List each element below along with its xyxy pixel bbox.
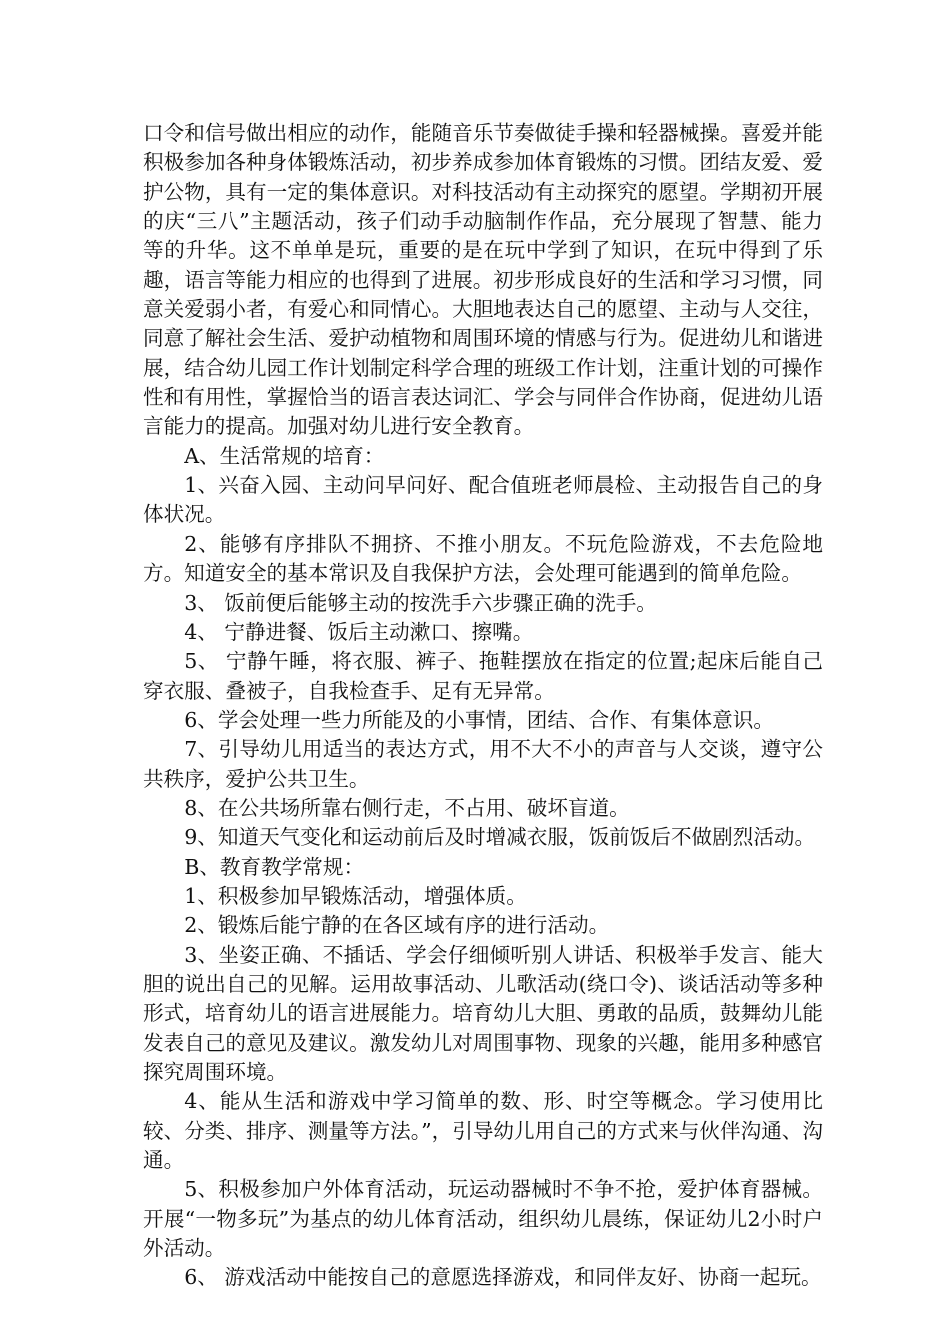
list-item-a5: 5、 宁静午睡，将衣服、裤子、拖鞋摆放在指定的位置;起床后能自己穿衣服、叠被子，自我检查手、足有无异常。 xyxy=(143,649,823,703)
list-item-a4: 4、 宁静进餐、饭后主动漱口、擦嘴。 xyxy=(184,619,534,644)
paragraph-intro: 口令和信号做出相应的动作，能随音乐节奏做徒手操和轻器械操。喜爱并能积极参加各种身体锻炼活动，初步养成参加体育锻炼的习惯。团结友爱、爱护公物，具有一定的集体意识。对科技活动有主动探究的愿望。学期初开展的庆“三八”主题活动，孩子们动手动脑制作作品，充分展现了智慧、能力等的升华。这不单单是玩，重要的是在玩中学到了知识，在玩中得到了乐趣，语言等能力相应的也得到了进展。初步形成良好的生活和学习习惯，同意关爱弱小者，有爱心和同情心。大胆地表达自己的愿望、主动与人交往，同意了解社会生活、爱护动植物和周围环境的情感与行为。促进幼儿和谐进展，结合幼儿园工作计划制定科学合理的班级工作计划，注重计划的可操作性和有用性，掌握恰当的语言表达词汇、学会与同伴合作协商，促进幼儿语言能力的提高。加强对幼儿进行安全教育。 xyxy=(143,121,823,439)
list-item-b5: 5、积极参加户外体育活动，玩运动器械时不争不抢，爱护体育器械。开展“一物多玩”为基点的幼儿体育活动，组织幼儿晨练，保证幼儿2小时户外活动。 xyxy=(143,1177,823,1261)
list-item-b3: 3、坐姿正确、不插话、学会仔细倾听别人讲话、积极举手发言、能大胆的说出自己的见解。运用故事活动、儿歌活动(绕口令)、谈话活动等多种形式，培育幼儿的语言进展能力。培育幼儿大胆、勇敢的品质，鼓舞幼儿能发表自己的意见及建议。激发幼儿对周围事物、现象的兴趣，能用多种感官探究周围环境。 xyxy=(143,942,823,1084)
list-item-b2: 2、锻炼后能宁静的在各区域有序的进行活动。 xyxy=(184,913,610,938)
list-item-a7: 7、引导幼儿用适当的表达方式，用不大不小的声音与人交谈，遵守公共秩序，爱护公共卫生。 xyxy=(143,737,823,791)
list-item-a2: 2、能够有序排队不拥挤、不推小朋友。不玩危险游戏，不去危险地方。知道安全的基本常识及自我保护方法，会处理可能遇到的简单危险。 xyxy=(143,531,823,586)
section-heading-b: B、教育教学常规： xyxy=(184,854,365,879)
document-body xyxy=(143,119,823,1293)
list-item-a6: 6、学会处理一些力所能及的小事情，团结、合作、有集体意识。 xyxy=(184,707,774,732)
list-item-b6: 6、 游戏活动中能按自己的意愿选择游戏，和同伴友好、协商一起玩。 xyxy=(184,1265,822,1290)
list-item-b1: 1、积极参加早锻炼活动，增强体质。 xyxy=(184,883,527,908)
list-item-a8: 8、在公共场所靠右侧行走，不占用、破坏盲道。 xyxy=(184,795,630,820)
list-item-a1: 1、兴奋入园、主动问早问好、配合值班老师晨检、主动报告自己的身体状况。 xyxy=(143,473,823,527)
list-item-a3: 3、 饭前便后能够主动的按洗手六步骤正确的洗手。 xyxy=(184,590,657,615)
list-item-b4: 4、能从生活和游戏中学习简单的数、形、时空等概念。学习使用比较、分类、排序、测量等方法。”，引导幼儿用自己的方式来与伙伴沟通、沟通。 xyxy=(143,1089,823,1173)
list-item-a9: 9、知道天气变化和运动前后及时增减衣服，饭前饭后不做剧烈活动。 xyxy=(184,825,816,850)
section-heading-a: A、生活常规的培育： xyxy=(184,443,385,468)
